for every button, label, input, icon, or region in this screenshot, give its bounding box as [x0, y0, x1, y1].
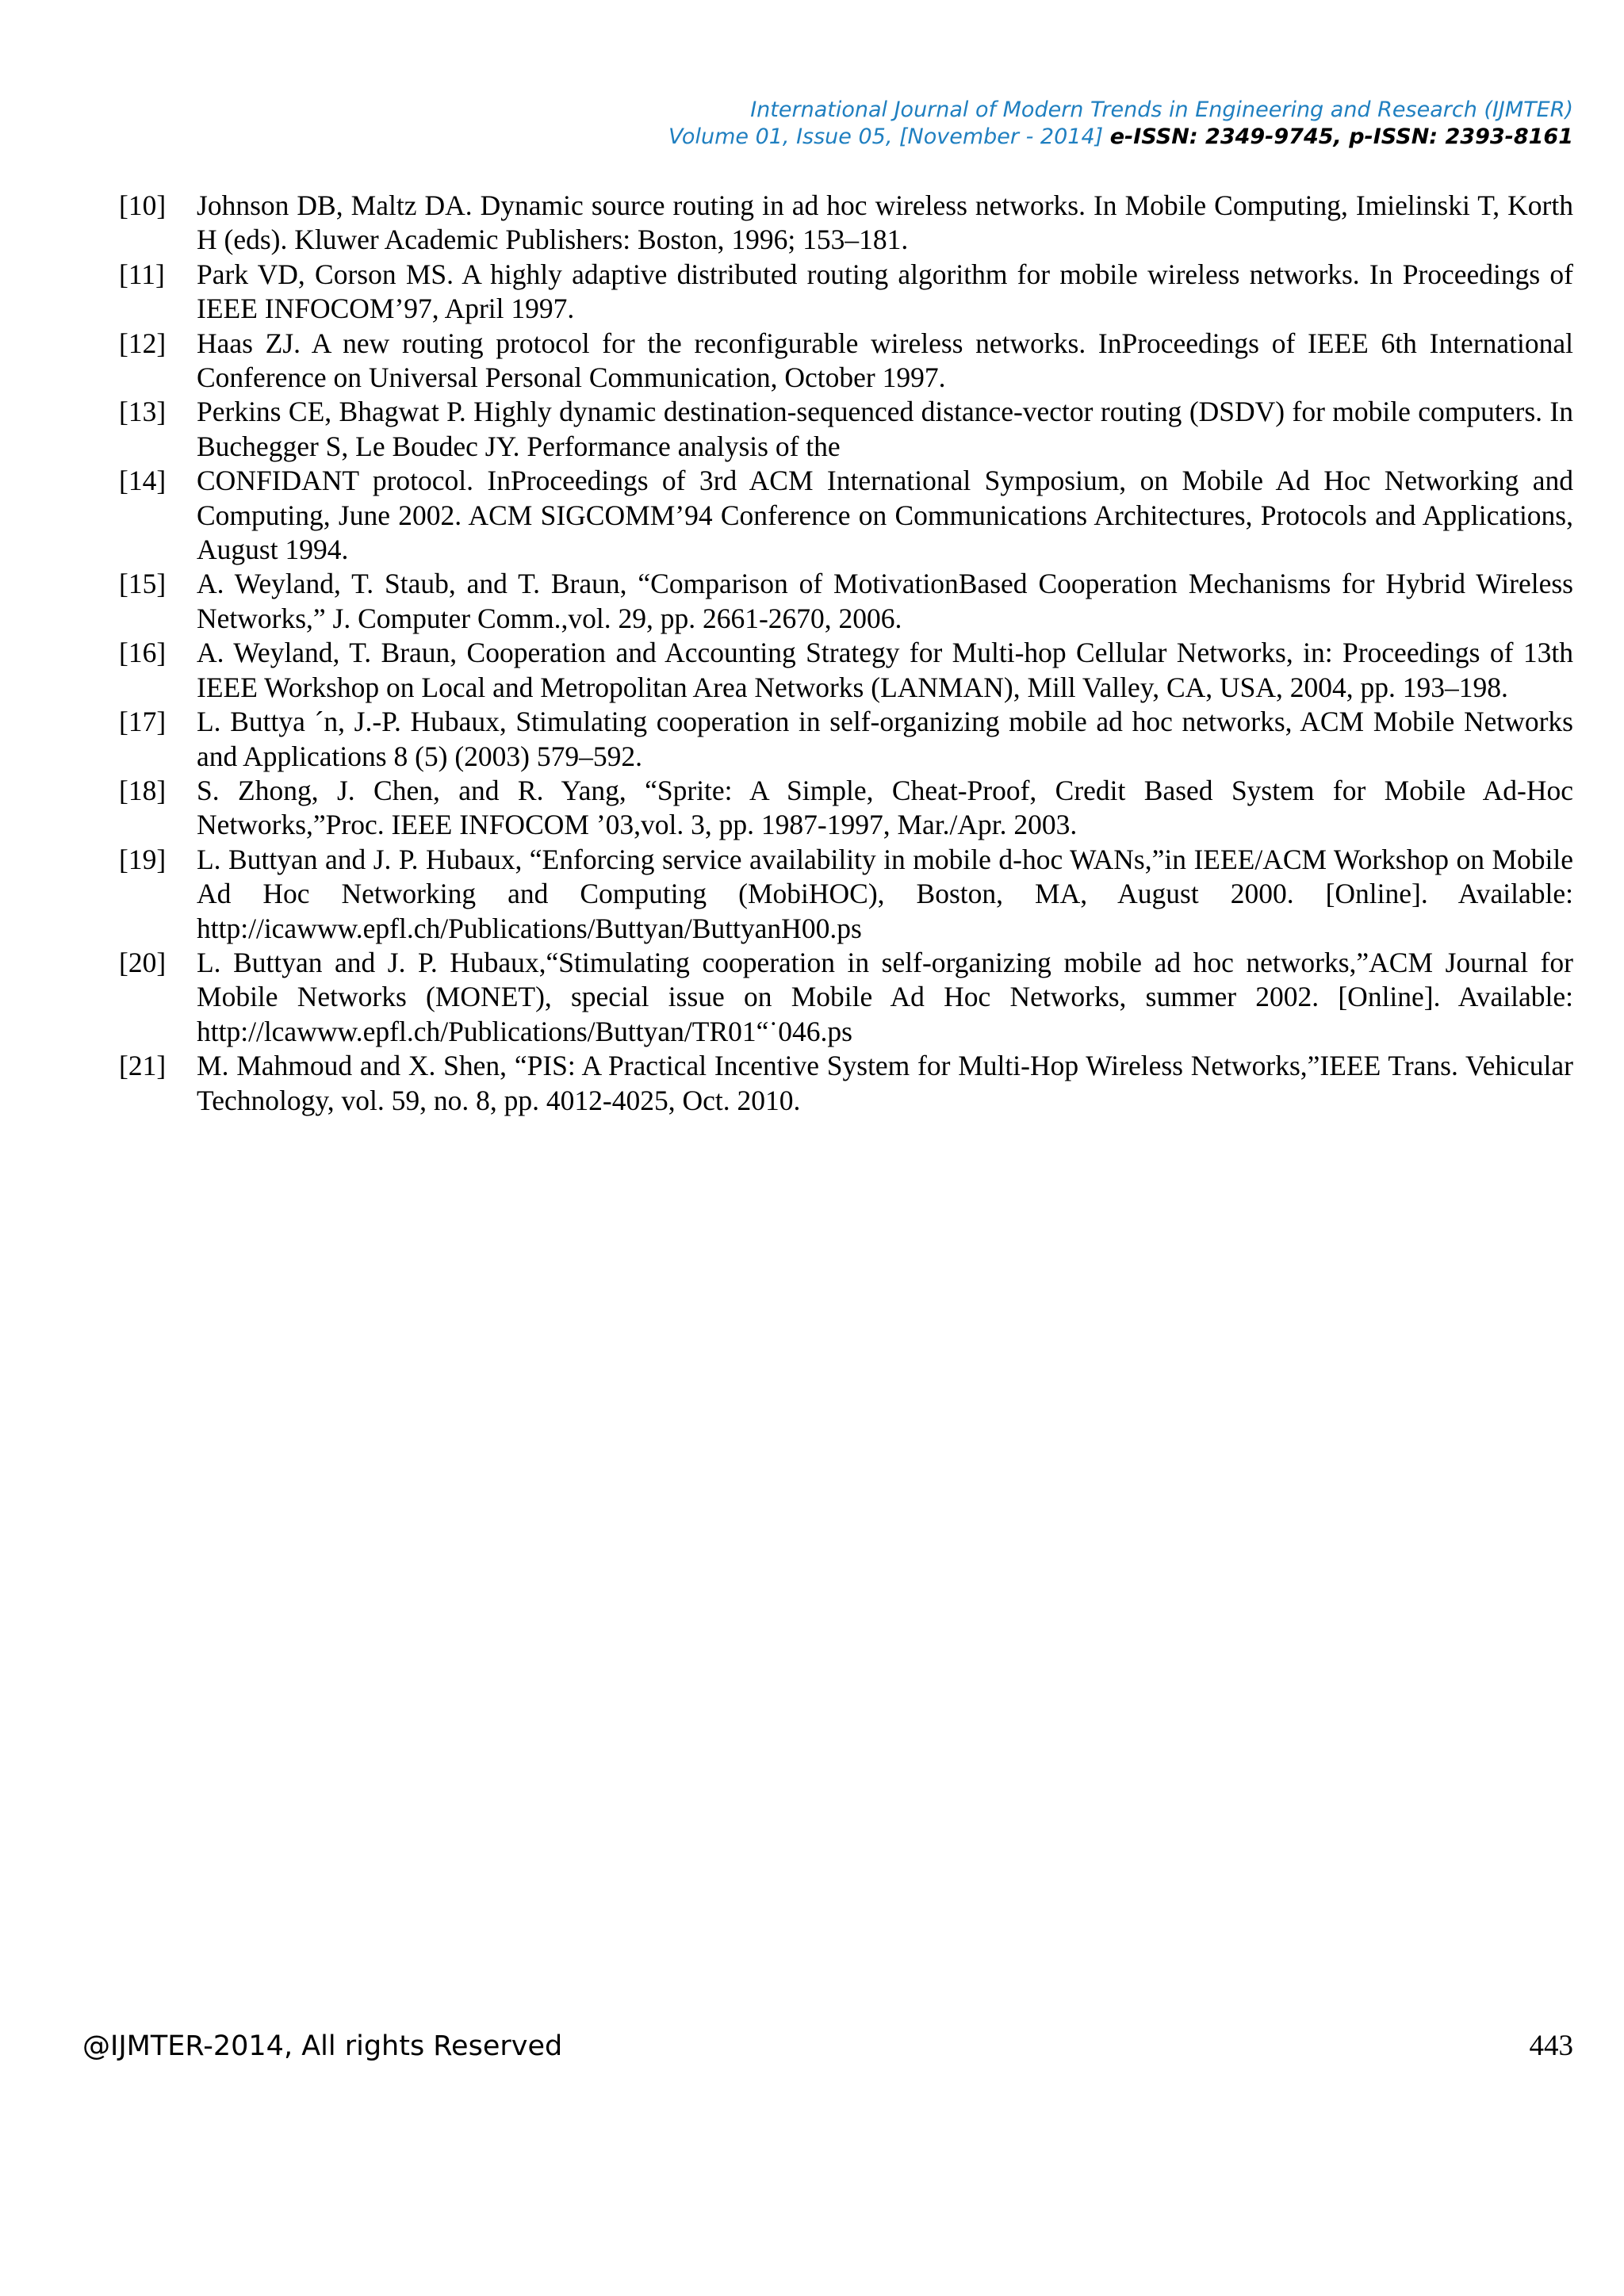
reference-number: [13] [119, 396, 167, 428]
reference-number: [21] [119, 1050, 167, 1082]
reference-number: [11] [119, 258, 165, 290]
reference-number: [19] [119, 843, 167, 875]
reference-number: [12] [119, 327, 167, 359]
reference-item [119, 258, 1573, 327]
reference-number: [15] [119, 568, 167, 600]
reference-item [119, 1049, 1573, 1118]
reference-text: L. Buttya ´n, J.-P. Hubaux, Stimulating cooperation in self-organizing mobile ad hoc networks, ACM Mobile Networks and Applications 8 (5) (2003) 579–592. [197, 706, 1573, 772]
reference-number: [16] [119, 637, 167, 669]
reference-item [119, 636, 1573, 705]
reference-text: A. Weyland, T. Braun, Cooperation and Accounting Strategy for Multi-hop Cellular Networks, in: Proceedings of 13th IEEE Workshop on Local and Metropolitan Area Networks (LANMAN), Mill Valley, CA, USA, 2004, pp. 193–198. [197, 637, 1573, 703]
journal-issn: e-ISSN: 2349-9745, p-ISSN: 2393-8161 [1109, 124, 1573, 149]
reference-item [119, 464, 1573, 567]
reference-list [119, 189, 1573, 1118]
reference-text: Park VD, Corson MS. A highly adaptive distributed routing algorithm for mobile wireless networks. In Proceedings of IEEE INFOCOM’97, April 1997. [197, 258, 1573, 325]
reference-text: S. Zhong, J. Chen, and R. Yang, “Sprite: A Simple, Cheat-Proof, Credit Based System for Mobile Ad-Hoc Networks,”Proc. IEEE INFOCOM ’03,vol. 3, pp. 1987-1997, Mar./Apr. 2003. [197, 774, 1573, 841]
reference-text: M. Mahmoud and X. Shen, “PIS: A Practical Incentive System for Multi-Hop Wireless Networks,”IEEE Trans. Vehicular Technology, vol. 59, no. 8, pp. 4012-4025, Oct. 2010. [197, 1050, 1573, 1116]
reference-text: CONFIDANT protocol. InProceedings of 3rd ACM International Symposium, on Mobile Ad Hoc Networking and Computing, June 2002. ACM SIGCOMM’94 Conference on Communications Architectures, Protocols and Applications, August 1994. [197, 465, 1573, 566]
reference-item [119, 843, 1573, 946]
reference-text: A. Weyland, T. Staub, and T. Braun, “Comparison of MotivationBased Cooperation Mechanisms for Hybrid Wireless Networks,” J. Computer Comm.,vol. 29, pp. 2661-2670, 2006. [197, 568, 1573, 634]
reference-text: L. Buttyan and J. P. Hubaux,“Stimulating cooperation in self-organizing mobile ad hoc networks,”ACM Journal for Mobile Networks (MONET), special issue on Mobile Ad Hoc Networks, summer 2002. [Online]. Available: http://lcawww.epfl.ch/Publications/Buttyan/TR01“˙046.ps [197, 946, 1573, 1047]
journal-volume: Volume 01, Issue 05, [November - 2014] [668, 124, 1104, 149]
reference-item [119, 946, 1573, 1049]
reference-item [119, 395, 1573, 464]
journal-volume-line [384, 124, 1573, 151]
reference-text: Perkins CE, Bhagwat P. Highly dynamic destination-sequenced distance-vector routing (DSDV) for mobile computers. In Buchegger S, Le Boudec JY. Performance analysis of the [197, 396, 1573, 462]
page-footer [82, 2028, 1573, 2064]
reference-item [119, 327, 1573, 396]
reference-item [119, 189, 1573, 258]
reference-item [119, 567, 1573, 636]
reference-item [119, 705, 1573, 774]
reference-number: [18] [119, 774, 167, 806]
copyright-notice: @IJMTER-2014, All rights Reserved [82, 2030, 563, 2062]
reference-item [119, 774, 1573, 843]
journal-header [384, 97, 1573, 151]
reference-text: L. Buttyan and J. P. Hubaux, “Enforcing service availability in mobile d-hoc WANs,”in IEEE/ACM Workshop on Mobile Ad Hoc Networking and Computing (MobiHOC), Boston, MA, August 2000. [Online]. Available: http://icawww.epfl.ch/Publications/Buttyan/ButtyanH00.ps [197, 843, 1573, 944]
reference-number: [17] [119, 706, 167, 738]
reference-number: [14] [119, 465, 167, 497]
reference-number: [10] [119, 189, 167, 221]
reference-text: Johnson DB, Maltz DA. Dynamic source routing in ad hoc wireless networks. In Mobile Computing, Imielinski T, Korth H (eds). Kluwer Academic Publishers: Boston, 1996; 153–181. [197, 189, 1573, 256]
journal-title: International Journal of Modern Trends in Engineering and Research (IJMTER) [750, 98, 1573, 122]
reference-text: Haas ZJ. A new routing protocol for the reconfigurable wireless networks. InProceedings of IEEE 6th International Conference on Universal Personal Communication, October 1997. [197, 327, 1573, 394]
reference-number: [20] [119, 946, 167, 978]
page-number: 443 [1529, 2030, 1573, 2062]
